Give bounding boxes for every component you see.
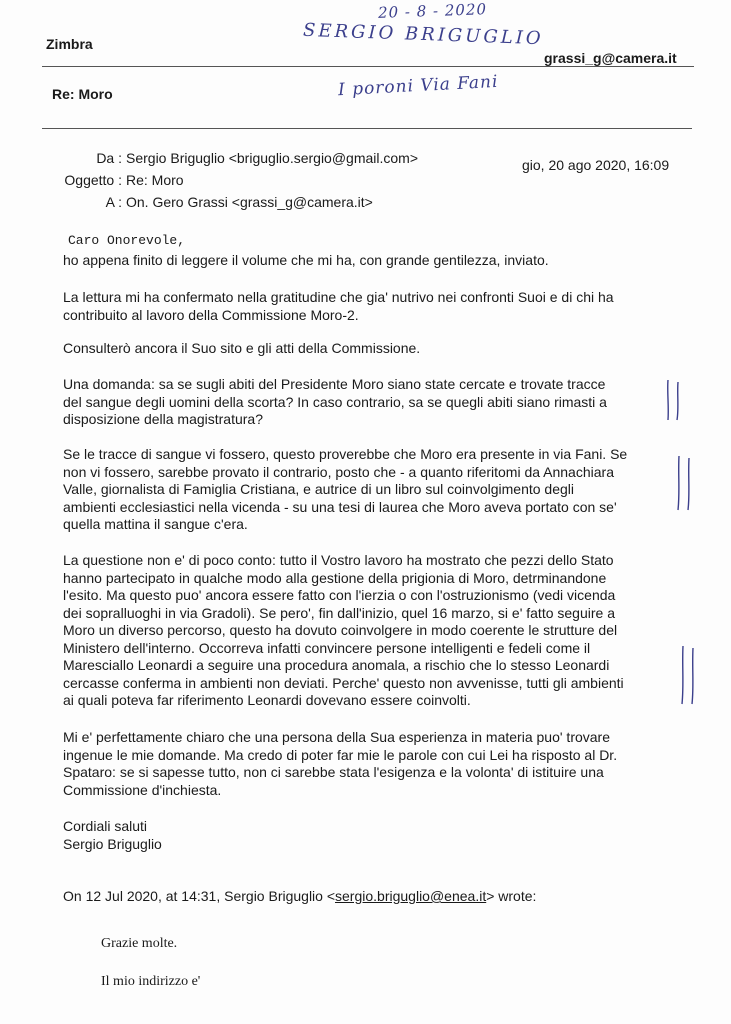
handwritten-note: I poroni Via Fani xyxy=(337,71,499,101)
subject-label: Oggetto : xyxy=(64,172,122,188)
quoted-line: Grazie molte. xyxy=(101,936,178,951)
paragraph xyxy=(63,446,688,534)
paragraph-line: ambienti ecclesiastici nella vicenda - su una tesi di laurea che Moro aveva portato con se' xyxy=(63,498,617,515)
paragraph-line: La questione non e' di poco conto: tutto il Vostro lavoro ha mostrato che pezzi dello Stato xyxy=(63,552,614,568)
paragraph-line: ho appena finito di leggere il volume che mi ha, con grande gentilezza, inviato. xyxy=(63,252,549,268)
app-name: Zimbra xyxy=(46,36,93,52)
paragraph-line: dei sopralluoghi in via Gradoli). Se pero', fin dall'inizio, quel 16 marzo, si e' fatto seguire a xyxy=(63,604,615,621)
paragraph-line: Moro un diverso percorso, questo ha dovuto coinvolgere in modo coerente le strutture del xyxy=(63,622,618,638)
paragraph-line: Se le tracce di sangue vi fossero, questo proverebbe che Moro era presente in via Fani. Se xyxy=(63,446,628,462)
paragraph-line: Una domanda: sa se sugli abiti del Presidente Moro siano state cercate e trovate tracce xyxy=(63,376,606,392)
paragraph-line: quella mattina il sangue c'era. xyxy=(63,516,248,532)
handwritten-name: SERGIO BRIGUGLIO xyxy=(302,19,544,50)
paragraph-line: Consulterò ancora il Suo sito e gli atti della Commissione. xyxy=(63,340,421,356)
paragraph-line: ai quali poteva far riferimento Leonardi dovevano essere coinvolti. xyxy=(63,692,471,708)
from-value[interactable]: Sergio Briguglio <briguglio.sergio@gmail.com> xyxy=(126,150,419,166)
paragraph xyxy=(63,252,688,270)
paragraph-line: non vi fossero, sarebbe provato il contrario, posto che - a quanto riferitomi da Annachiara xyxy=(63,463,614,480)
paragraph xyxy=(63,552,688,710)
message-date: gio, 20 ago 2020, 16:09 xyxy=(522,157,670,173)
account-email: grassi_g@camera.it xyxy=(544,50,677,66)
signature: Sergio Briguglio xyxy=(63,835,162,852)
paragraph xyxy=(63,289,688,324)
paragraph-line: cercasse conferma in ambienti non deviati. Perche' questo non avvenisse, tutti gli ambienti xyxy=(63,674,624,691)
from-label: Da : xyxy=(96,150,122,166)
paragraph-line: Mi e' perfettamente chiaro che una persona della Sua esperienza in materia puo' trovare xyxy=(63,729,610,745)
paragraph-line: La lettura mi ha confermato nella gratitudine che gia' nutrivo nei confronti Suoi e di chi ha xyxy=(63,289,614,305)
subject-divider xyxy=(42,128,692,129)
paragraph-line: contribuito al lavoro della Commissione Moro-2. xyxy=(63,306,359,323)
paragraph-line: l'esito. Ma questo puo' ancora essere fatto con l'ierzia o con l'ostruzionismo (vedi vicenda xyxy=(63,587,616,603)
greeting: Caro Onorevole, xyxy=(68,233,186,248)
paragraph-line: disposizione della magistratura? xyxy=(63,411,263,427)
handwritten-date: 20 - 8 - 2020 xyxy=(377,0,488,22)
paragraph-line: Valle, giornalista di Famiglia Cristiana, e autrice di un libro sul coinvolgimento degli xyxy=(63,481,574,497)
subject-value: Re: Moro xyxy=(126,172,184,188)
quote-intro xyxy=(63,888,536,904)
paragraph-line: Maresciallo Leonardi a seguire una procedura anomala, a rischio che lo stesso Leonardi xyxy=(63,657,610,673)
paragraph xyxy=(63,340,688,358)
paragraph-line: del sangue degli uomini della scorta? In caso contrario, sa se quegli abiti siano rimasti a xyxy=(63,393,607,410)
margin-mark xyxy=(678,644,698,706)
margin-mark xyxy=(674,454,694,512)
to-value[interactable]: On. Gero Grassi <grassi_g@camera.it> xyxy=(126,194,373,210)
quoted-line: Il mio indirizzo e' xyxy=(101,974,201,989)
header-divider xyxy=(42,66,694,67)
to-label: A : xyxy=(105,194,122,210)
closing-block xyxy=(63,818,688,853)
paragraph-line: hanno partecipato in qualche modo alla gestione della prigionia di Moro, detrminandone xyxy=(63,569,607,586)
quote-intro-suffix: > wrote: xyxy=(486,888,537,904)
paragraph-line: Spataro: se si sapesse tutto, non ci sarebbe stata l'esigenza e la volonta' di istituire una xyxy=(63,764,604,780)
paragraph-line: ingenue le mie domande. Ma credo di poter far mie le parole con cui Lei ha risposto al Dr. xyxy=(63,746,618,763)
quoted-email-link[interactable]: sergio.briguglio@enea.it xyxy=(335,888,487,904)
quote-intro-prefix: On 12 Jul 2020, at 14:31, Sergio Briguglio < xyxy=(63,888,336,904)
paragraph xyxy=(63,729,688,799)
margin-mark xyxy=(664,378,684,422)
paragraph-line: Ministero dell'interno. Occorreva infatti convincere persone intelligenti e fedeli come il xyxy=(63,639,591,656)
closing: Cordiali saluti xyxy=(63,818,148,834)
paragraph-line: Commissione d'inchiesta. xyxy=(63,781,222,798)
message-subject: Re: Moro xyxy=(52,86,113,102)
paragraph xyxy=(63,376,688,429)
